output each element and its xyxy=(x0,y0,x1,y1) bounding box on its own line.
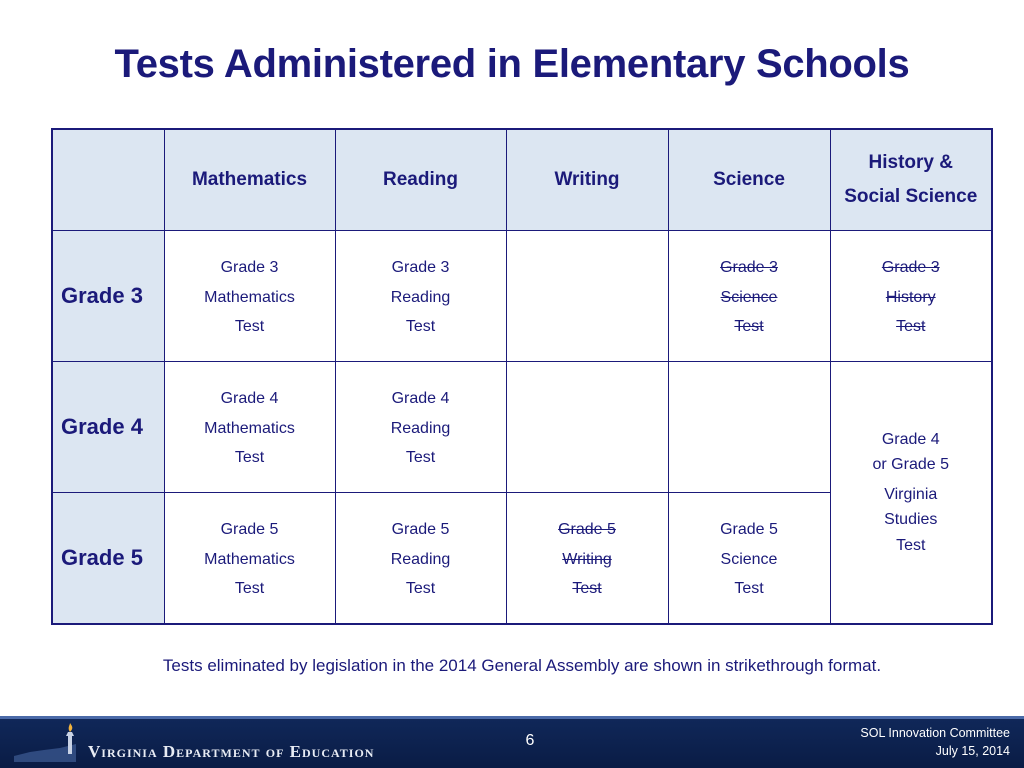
department-name: Virginia Department of Education xyxy=(88,742,375,761)
cell-line: Grade 5 xyxy=(220,521,279,538)
cell-line: Test xyxy=(234,580,265,597)
cell-line: Mathematics xyxy=(204,550,295,568)
header-science: Science xyxy=(668,129,830,231)
cell-line: or Grade 5 xyxy=(872,456,949,473)
cell-grade4-reading xyxy=(335,362,506,493)
cell-line-struck: Test xyxy=(572,580,602,597)
slide-title: Tests Administered in Elementary Schools xyxy=(114,42,910,86)
cell-line-struck: Grade 3 xyxy=(881,259,940,276)
cell-line: Reading xyxy=(390,550,451,568)
header-history-line1: History & xyxy=(868,152,953,173)
cell-line: Studies xyxy=(884,511,938,528)
table-row xyxy=(52,362,992,493)
cell-grade4-math xyxy=(164,362,335,493)
cell-line: Science xyxy=(720,550,778,568)
page-number: 6 xyxy=(525,732,535,749)
cell-line: Test xyxy=(896,536,926,554)
cell-line: Test xyxy=(405,318,436,335)
tests-table xyxy=(51,128,993,625)
table-row xyxy=(52,231,992,362)
header-writing: Writing xyxy=(506,129,668,231)
cell-line: Virginia xyxy=(884,485,938,503)
cell-line-struck: Test xyxy=(896,318,926,335)
cell-line: Test xyxy=(234,318,265,335)
row-label-grade-3: Grade 3 xyxy=(52,231,164,362)
cell-virginia-studies xyxy=(830,362,992,624)
cell-line: Reading xyxy=(390,288,451,306)
footer-stripe xyxy=(0,716,1024,719)
cell-line: Grade 3 xyxy=(391,259,450,276)
cell-line-struck: Test xyxy=(734,318,764,335)
row-label-grade-4: Grade 4 xyxy=(52,362,164,493)
cell-line: Mathematics xyxy=(204,419,295,437)
cell-line-struck: Grade 5 xyxy=(558,521,616,538)
corner-cell xyxy=(52,129,164,231)
cell-grade3-reading xyxy=(335,231,506,362)
cell-line: Test xyxy=(234,449,265,466)
cell-grade3-science-eliminated xyxy=(668,231,830,362)
cell-grade5-science xyxy=(668,493,830,624)
cell-grade5-math xyxy=(164,493,335,624)
cell-line: Reading xyxy=(390,419,451,437)
row-label-grade-5: Grade 5 xyxy=(52,493,164,624)
strikethrough-note: Tests eliminated by legislation in the 2014 General Assembly are shown in strikethrough format. xyxy=(162,656,882,675)
header-mathematics: Mathematics xyxy=(164,129,335,231)
cell-line: Test xyxy=(405,580,436,597)
cell-line: Grade 3 xyxy=(220,259,279,276)
cell-line: Test xyxy=(734,580,764,597)
presentation-date: July 15, 2014 xyxy=(935,744,1010,758)
cell-grade4-science-empty xyxy=(668,362,830,493)
cell-line-struck: Writing xyxy=(562,550,612,568)
header-reading: Reading xyxy=(335,129,506,231)
cell-line: Mathematics xyxy=(204,288,295,306)
cell-line: Grade 5 xyxy=(720,521,778,538)
footer-meta xyxy=(860,724,1010,760)
cell-line-struck: History xyxy=(885,288,936,306)
footer-bar xyxy=(0,716,1024,768)
cell-line-struck: Grade 3 xyxy=(720,259,778,276)
cell-line: Test xyxy=(405,449,436,466)
cell-line: Grade 4 xyxy=(220,390,279,407)
cell-line: Grade 4 xyxy=(391,390,450,407)
cell-line: Grade 5 xyxy=(391,521,450,538)
cell-line-struck: Science xyxy=(720,288,778,306)
virginia-torch-logo-icon xyxy=(10,722,80,766)
cell-grade3-writing-empty xyxy=(506,231,668,362)
cell-grade5-reading xyxy=(335,493,506,624)
cell-grade3-math xyxy=(164,231,335,362)
cell-line: Grade 4 xyxy=(881,430,940,448)
header-row xyxy=(52,129,992,231)
cell-grade3-history-eliminated xyxy=(830,231,992,362)
header-history-social-science xyxy=(830,129,992,231)
cell-grade5-writing-eliminated xyxy=(506,493,668,624)
committee-name: SOL Innovation Committee xyxy=(860,726,1010,740)
header-history-line2: Social Science xyxy=(844,186,978,207)
cell-grade4-writing-empty xyxy=(506,362,668,493)
